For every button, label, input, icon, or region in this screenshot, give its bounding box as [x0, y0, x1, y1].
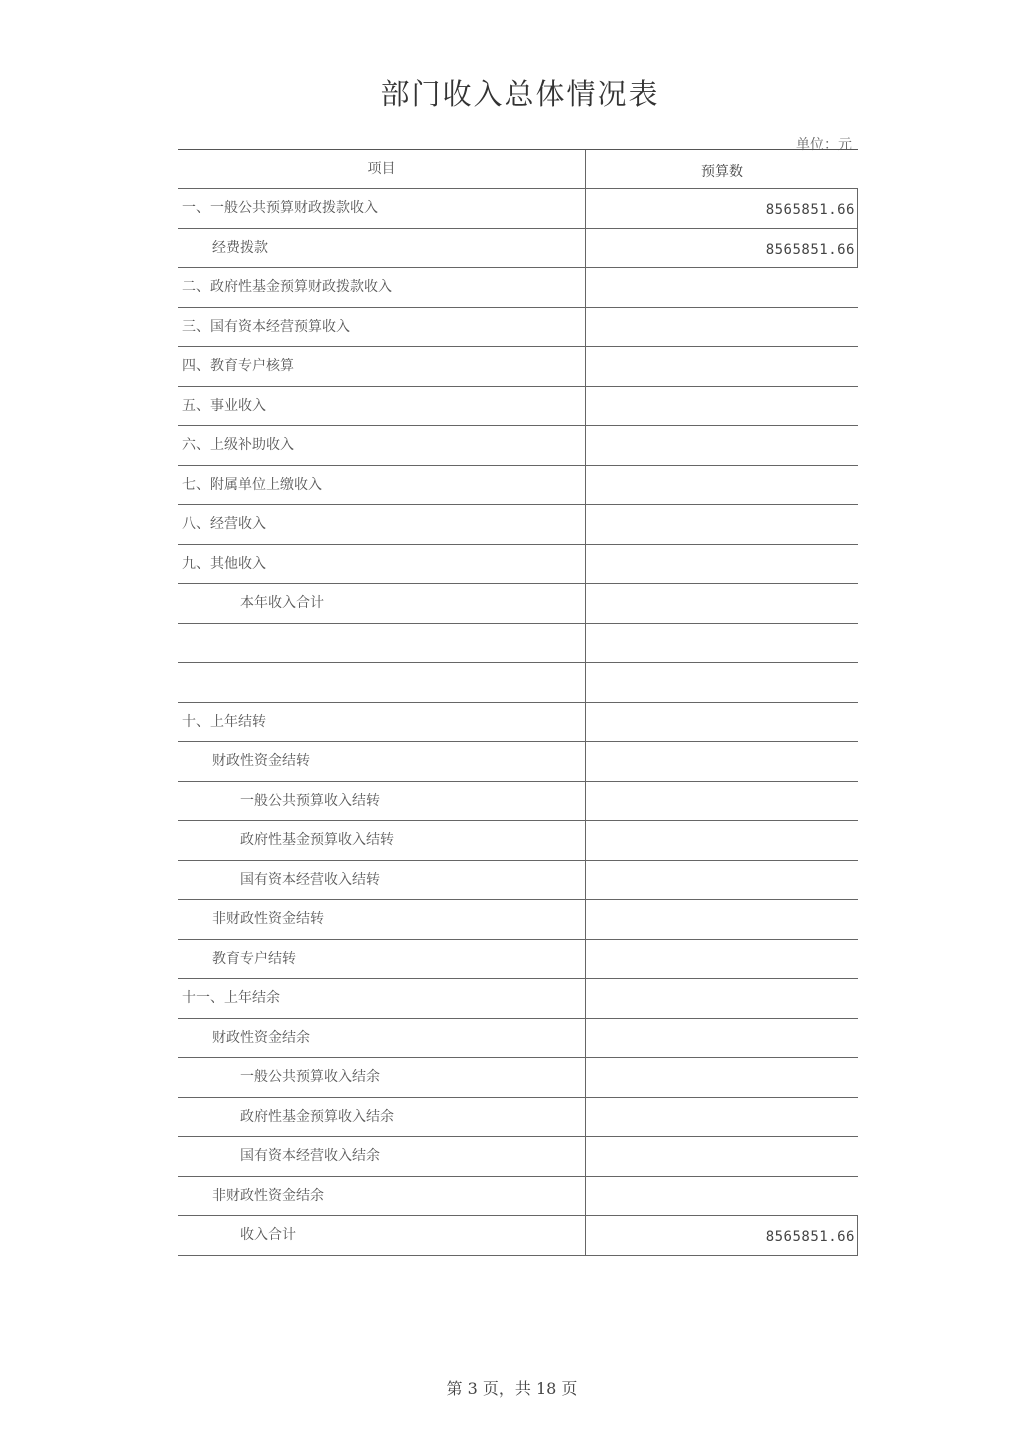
unit-label: 单位：元 — [796, 137, 852, 153]
row-label: 教育专户结转 — [178, 940, 586, 979]
row-label: 五、事业收入 — [178, 387, 586, 426]
row-value — [586, 1098, 858, 1137]
table-row — [178, 1216, 858, 1256]
row-label: 收入合计 — [178, 1216, 586, 1255]
table-row — [178, 347, 858, 387]
row-value — [586, 979, 858, 1018]
row-value — [586, 426, 858, 465]
table-row — [178, 268, 858, 308]
table-row — [178, 466, 858, 506]
row-label: 国有资本经营收入结转 — [178, 861, 586, 900]
table-row — [178, 663, 858, 703]
row-value — [586, 268, 858, 307]
table-row — [178, 1137, 858, 1177]
table-row — [178, 308, 858, 348]
row-value — [586, 466, 858, 505]
table-row — [178, 624, 858, 664]
column-header-value: 预算数 — [701, 164, 743, 180]
row-value — [586, 782, 858, 821]
row-value: 8565851.66 — [586, 229, 858, 268]
row-value — [586, 545, 858, 584]
table-row — [178, 861, 858, 901]
row-value — [586, 308, 858, 347]
row-value — [586, 703, 858, 742]
row-value — [586, 1137, 858, 1176]
table-row — [178, 821, 858, 861]
row-label: 八、经营收入 — [178, 505, 586, 544]
row-label: 六、上级补助收入 — [178, 426, 586, 465]
page-footer: 第 3 页，共 18 页 — [446, 1379, 578, 1398]
table-row — [178, 703, 858, 743]
table-row — [178, 189, 858, 229]
row-label — [178, 663, 586, 702]
row-value — [586, 584, 858, 623]
row-label: 财政性资金结余 — [178, 1019, 586, 1058]
row-label: 政府性基金预算收入结转 — [178, 821, 586, 860]
row-value: 8565851.66 — [586, 1216, 858, 1255]
table-row — [178, 900, 858, 940]
row-label — [178, 624, 586, 663]
row-label: 二、政府性基金预算财政拨款收入 — [178, 268, 586, 307]
table-row — [178, 1058, 858, 1098]
table-row — [178, 387, 858, 427]
row-value — [586, 1177, 858, 1216]
row-value — [586, 347, 858, 386]
table-row — [178, 584, 858, 624]
row-label: 国有资本经营收入结余 — [178, 1137, 586, 1176]
table-header — [178, 150, 858, 189]
row-label: 非财政性资金结转 — [178, 900, 586, 939]
page-title: 部门收入总体情况表 — [380, 77, 660, 111]
row-value — [586, 940, 858, 979]
table-row — [178, 979, 858, 1019]
row-value — [586, 821, 858, 860]
row-value — [586, 1058, 858, 1097]
row-value — [586, 624, 858, 663]
row-value: 8565851.66 — [586, 189, 858, 228]
row-label: 十一、上年结余 — [178, 979, 586, 1018]
column-header-item: 项目 — [178, 150, 586, 188]
row-value — [586, 861, 858, 900]
row-label: 经费拨款 — [178, 229, 586, 268]
table-row — [178, 1019, 858, 1059]
table-row — [178, 940, 858, 980]
row-value — [586, 505, 858, 544]
row-label: 十、上年结转 — [178, 703, 586, 742]
row-label: 七、附属单位上缴收入 — [178, 466, 586, 505]
row-label: 一、一般公共预算财政拨款收入 — [178, 189, 586, 228]
table-row — [178, 1098, 858, 1138]
table-row — [178, 505, 858, 545]
row-label: 一般公共预算收入结余 — [178, 1058, 586, 1097]
row-label: 四、教育专户核算 — [178, 347, 586, 386]
table-row — [178, 545, 858, 585]
row-label: 财政性资金结转 — [178, 742, 586, 781]
row-value — [586, 387, 858, 426]
row-value — [586, 1019, 858, 1058]
row-label: 三、国有资本经营预算收入 — [178, 308, 586, 347]
row-label: 政府性基金预算收入结余 — [178, 1098, 586, 1137]
table-row — [178, 426, 858, 466]
table-body — [178, 189, 858, 1256]
row-value — [586, 900, 858, 939]
table-row — [178, 229, 858, 269]
row-value — [586, 663, 858, 702]
row-label: 非财政性资金结余 — [178, 1177, 586, 1216]
row-label: 一般公共预算收入结转 — [178, 782, 586, 821]
row-label: 九、其他收入 — [178, 545, 586, 584]
table-row — [178, 782, 858, 822]
row-label: 本年收入合计 — [178, 584, 586, 623]
table-row — [178, 742, 858, 782]
row-value — [586, 742, 858, 781]
income-table — [178, 149, 858, 1256]
table-row — [178, 1177, 858, 1217]
